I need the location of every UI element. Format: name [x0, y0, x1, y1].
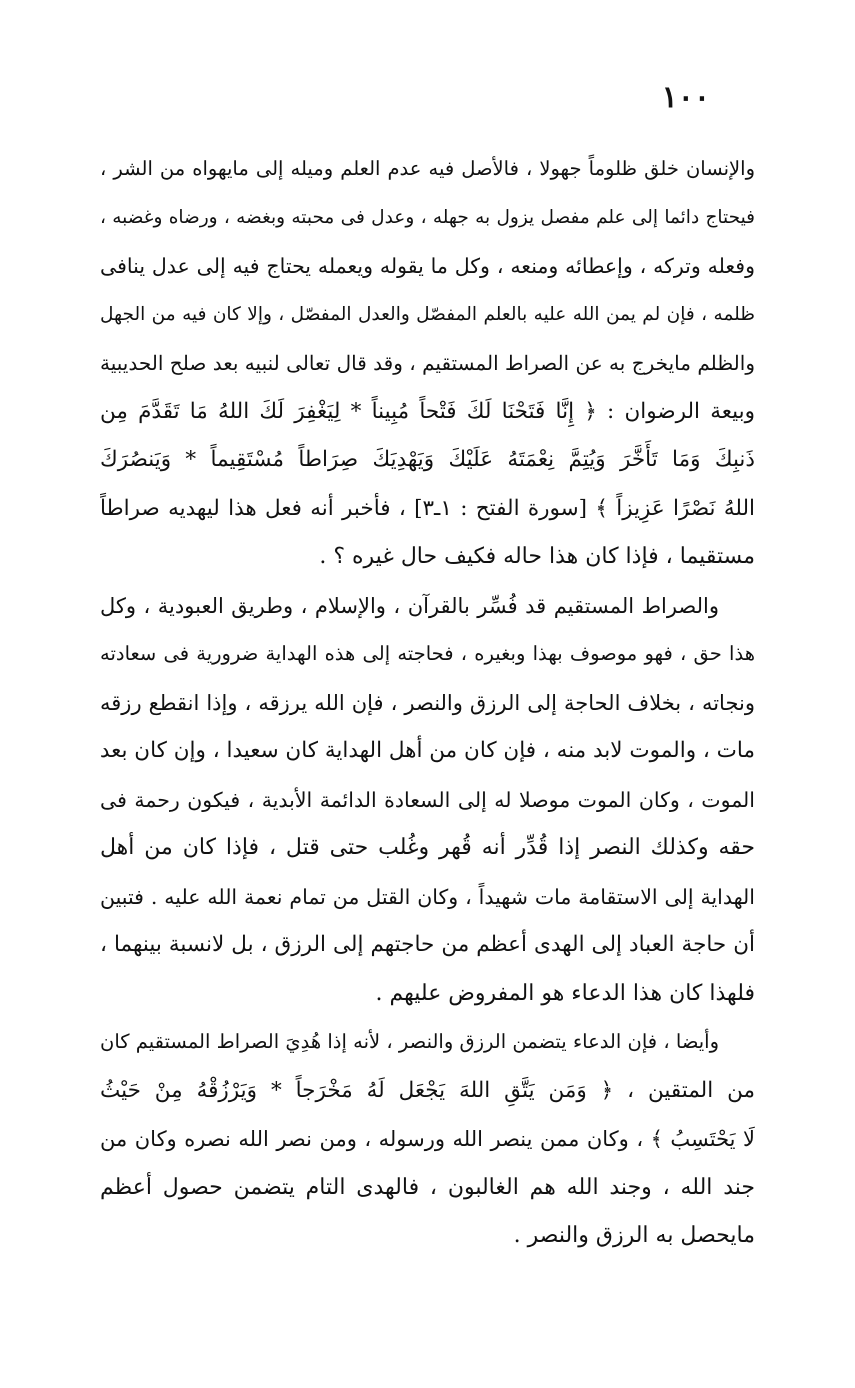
text-line: ظلمه ، فإن لم يمن الله عليه بالعلم المفصّل والعدل المفصّل ، وإلا كان فيه من الجهل: [100, 303, 755, 325]
text-line: فيحتاج دائما إلى علم مفصل يزول به جهله ، وعدل فى محبته وبغضه ، ورضاه وغضبه ،: [100, 206, 755, 228]
text-line: ذَنبِكَ وَمَا تَأَخَّرَ وَيُتِمَّ نِعْمَتَهُ عَلَيْكَ وَيَهْدِيَكَ صِرَاطاً مُسْتَقِيماً * وَيَنصُرَكَ: [100, 447, 755, 472]
text-line: من المتقين ، ﴿ وَمَن يَتَّقِ اللهَ يَجْعَل لَهُ مَخْرَجاً * وَيَرْزُقْهُ مِنْ حَيْثُ: [100, 1077, 755, 1103]
text-line: أن حاجة العباد إلى الهدى أعظم من حاجتهم إلى الرزق ، بل لانسبة بينهما ،: [100, 932, 755, 957]
text-line: الموت ، وكان الموت موصلا له إلى السعادة الدائمة الأبدية ، فيكون رحمة فى: [100, 787, 755, 812]
text-line: وفعله وتركه ، وإعطائه ومنعه ، وكل ما يقوله ويعمله يحتاج فيه إلى عدل ينافى: [100, 254, 755, 278]
text-line: جند الله ، وجند الله هم الغالبون ، فالهدى التام يتضمن حصول أعظم: [100, 1174, 755, 1200]
text-line: والصراط المستقيم قد فُسِّر بالقرآن ، والإسلام ، وطريق العبودية ، وكل: [100, 593, 719, 618]
text-line: فلهذا كان هذا الدعاء هو المفروض عليهم .: [375, 980, 755, 1006]
text-line: اللهُ نَصْرًا عَزِيزاً ﴾ [سورة الفتح : ١ـ٣] ، فأخبر أنه فعل هذا ليهديه صراطاً: [100, 495, 755, 521]
page-number: ١٠٠: [661, 80, 710, 115]
text-line: وأيضا ، فإن الدعاء يتضمن الرزق والنصر ، لأنه إذا هُدِيَ الصراط المستقيم كان: [100, 1030, 719, 1053]
page-body-text: [100, 145, 755, 1261]
text-line: ونجاته ، بخلاف الحاجة إلى الرزق والنصر ، فإن الله يرزقه ، وإذا انقطع رزقه: [100, 690, 755, 715]
text-line: والإنسان خلق ظلوماً جهولا ، فالأصل فيه عدم العلم وميله إلى مايهواه من الشر ،: [100, 157, 755, 180]
text-line: لَا يَحْتَسِبُ ﴾ ، وكان ممن ينصر الله ورسوله ، ومن نصر الله نصره وكان من: [100, 1127, 755, 1151]
text-line: وبيعة الرضوان : ﴿ إِنَّا فَتَحْنَا لَكَ فَتْحاً مُبِيناً * لِيَغْفِرَ لَكَ اللهُ مَا تَقَدَّمَ مِن: [100, 398, 755, 424]
text-line: والظلم مايخرج به عن الصراط المستقيم ، وقد قال تعالى لنبيه بعد صلح الحديبية: [100, 351, 755, 375]
text-line: هذا حق ، فهو موصوف بهذا وبغيره ، فحاجته إلى هذه الهداية ضرورية فى سعادته: [100, 642, 755, 665]
text-line: الهداية إلى الاستقامة مات شهيداً ، وكان القتل من تمام نعمة الله عليه . فتبين: [100, 884, 755, 909]
text-line: حقه وكذلك النصر إذا قُدِّر أنه قُهر وغُلب حتى قتل ، فإذا كان من أهل: [100, 835, 755, 860]
text-line: مات ، والموت لابد منه ، فإن كان من أهل الهداية كان سعيدا ، وإن كان بعد: [100, 738, 755, 763]
text-line: مستقيما ، فإذا كان هذا حاله فكيف حال غيره ؟ .: [319, 544, 755, 569]
text-line: مايحصل به الرزق والنصر .: [513, 1223, 755, 1248]
